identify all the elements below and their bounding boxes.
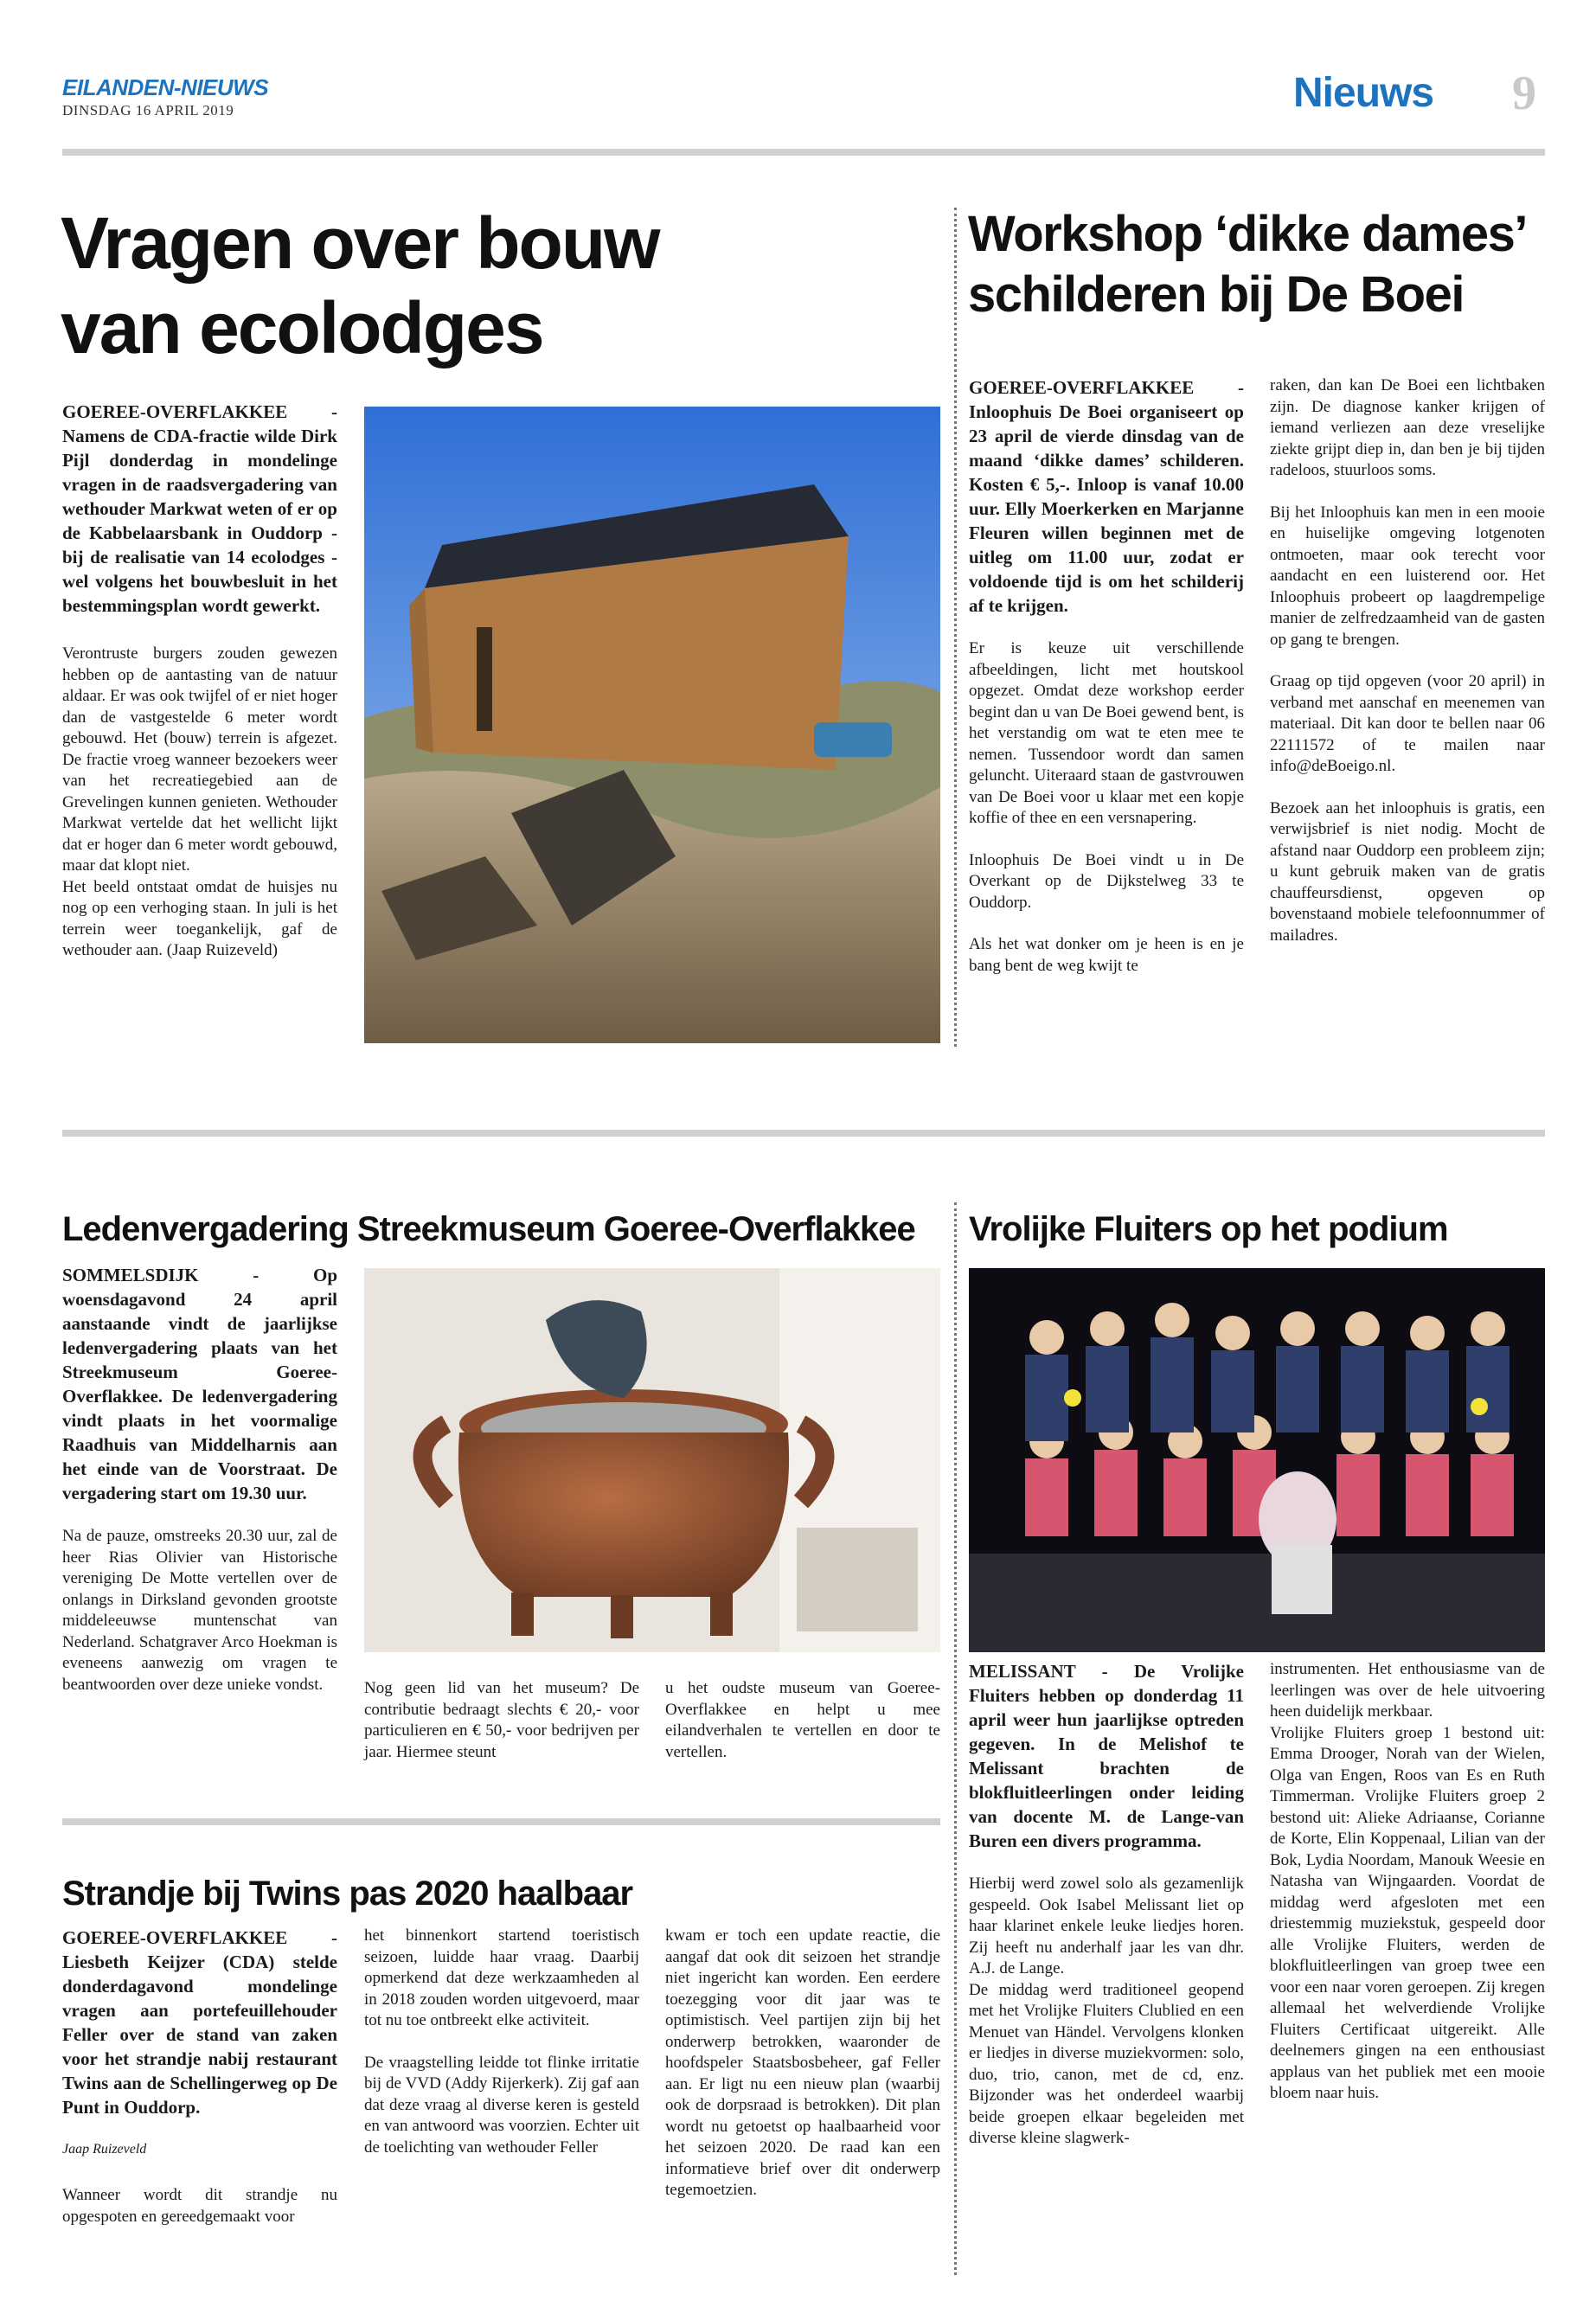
column-divider: [954, 1202, 957, 2275]
fluiters-group-photo-image: [969, 1268, 1545, 1652]
article-ecolodges-title-line1: Vragen over bouw: [61, 202, 659, 284]
article-strandje-column-2: [364, 1926, 639, 2158]
article-strandje-paragraph: kwam er toch een update reactie, die aangaf dat ook dit seizoen het strandje niet ingericht kan worden. Een eerdere toezegging voor dit jaar was te optimistisch. Veel partijen zijn bij het onderwerp betrokken, waaronder de hoofdspeler Staatsbosbeheer, gaf Feller aan. Er ligt nu een nieuw plan (waarbij ook de dorpsraad is betrokken). Dit plan wordt nu getoetst op haalbaarheid voor het seizoen 2020. De raad kan een informatieve brief over dit onderwerp tegemoetzien.: [665, 1926, 940, 2199]
top-rule: [62, 149, 1545, 156]
article-museum-paragraph: Nog geen lid van het museum? De contributie bedraagt slechts € 20,- voor particulieren en € 50,- voor bedrijven per jaar. Hiermee steunt: [364, 1679, 639, 1761]
article-workshop-title-line1: Workshop ‘dikke dames’: [968, 206, 1528, 262]
article-ecolodges-title-line2: van ecolodges: [61, 287, 543, 369]
article-workshop-title-line2: schilderen bij De Boei: [968, 266, 1464, 323]
article-strandje-byline: Jaap Ruizeveld: [62, 2142, 147, 2157]
article-strandje-paragraph: het binnenkort startend toeristisch seizoen, luidde haar vraag. Daarbij opmerkend dat deze werkzaamheden al in 2018 zouden worden uitgevoerd, maar tot nu toe ontbreekt elke activiteit.: [364, 1926, 639, 2029]
newspaper-logo: EILANDEN-NIEUWS: [62, 74, 269, 100]
article-fluiters-paragraph: Hierbij werd zowel solo als gezamenlijk gespeeld. Ook Isabel Melissant liet op haar klarinet enkele leuke liedjes horen. Zij heeft nu anderhalf jaar les van dhr. A.J. de Lange.: [969, 1875, 1244, 1977]
article-workshop-paragraph: Bezoek aan het inloophuis is gratis, een verwijsbrief is niet nodig. Mocht de afstand naar Ouddorp een probleem zijn; u kunt gebruik maken van de gratis chauffeursdienst, opgeven op bovenstaand mobiele telefoonnummer of mailadres.: [1270, 798, 1545, 945]
article-museum-paragraph: Na de pauze, omstreeks 20.30 uur, zal de heer Rias Olivier van Historische vereniging De Motte vertellen over de onlangs in Dirksland gevonden grootste middeleeuwse muntenschat van Nederland. Schatgraver Arco Hoekman is eveneens aanwezig om vragen te beantwoorden over deze unieke vondst.: [62, 1527, 337, 1694]
article-workshop-paragraph: raken, dan kan De Boei een lichtbaken zijn. De diagnose kanker krijgen of iemand verliezen aan deze vreselijke ziekte grijpt diep in, dan ben je bij tijden radeloos, stuurloos soms.: [1270, 376, 1545, 479]
article-ecolodges-title: [61, 201, 839, 370]
article-workshop-paragraph: Bij het Inloophuis kan men in een mooie en huiselijke omgeving lotgenoten ontmoeten, maar ook terecht voor aandacht en een luisterend oor. Het Inloophuis probeert op laagdrempelige manier de zelfredzaamheid van de gasten op gang te brengen.: [1270, 503, 1545, 649]
article-workshop-paragraph: Er is keuze uit verschillende afbeeldingen, licht met houtskool opgezet. Omdat deze workshop eerder begint dan u van De Boei gewend bent, is het verstandig om wat te eten mee te nemen. Tussendoor wordt dan samen geluncht. Uiteraard staan de gastvrouwen van De Boei voor u klaar met een kopje koffie of thee en een versnapering.: [969, 639, 1244, 827]
article-ecolodges-text: [62, 400, 337, 962]
article-ecolodges-paragraph: Verontruste burgers zouden gewezen hebben op de aantasting van de natuur aldaar. Er was ook twijfel of er niet hoger dan de vastgestelde 6 meter wordt gebouwd. Het (bouw) terrein is afgezet. De fractie vroeg wanneer bezoekers weer van het recreatiegebied aan de Grevelingen kunnen genieten. Wethouder Markwat vertelde dat het wellicht lijkt dat er hoger dan 6 meter wordt gebouwd, maar dat klopt niet.: [62, 644, 337, 875]
article-workshop-column-2: [1270, 375, 1545, 946]
museum-pot-photo: [364, 1268, 940, 1652]
article-workshop-paragraph: Inloophuis De Boei vindt u in De Overkant op de Dijkstelweg 33 te Ouddorp.: [969, 850, 1244, 912]
article-museum-column-2: [364, 1678, 639, 1763]
article-strandje-column-3: [665, 1926, 940, 2202]
middle-rule: [62, 1130, 1545, 1137]
article-separator-rule: [62, 1818, 940, 1825]
article-ecolodges-lead: GOEREE-OVERFLAKKEE - Namens de CDA-fractie wilde Dirk Pijl donderdag in mondelinge vragen in de raadsvergadering van wethouder Markwat weten of er op de Kabbelaarsbank in Ouddorp - bij de realisatie van 14 ecolodges - wel volgens het bouwbesluit in het bestemmingsplan wordt gewerkt.: [62, 401, 337, 616]
article-fluiters-column-1: [969, 1659, 1244, 2150]
article-workshop-lead: GOEREE-OVERFLAKKEE - Inloophuis De Boei organiseert op 23 april de vierde dinsdag van de maand ‘dikke dames’ schilderen. Kosten € 5,-. Inloop is vanaf 10.00 uur. Elly Moerkerken en Marjanne Fleuren willen beginnen met de uitleg om 11.00 uur, zodat er voldoende tijd is om het schilderij af te krijgen.: [969, 377, 1244, 616]
page-number: 9: [1512, 67, 1536, 120]
article-museum-lead: SOMMELSDIJK - Op woensdagavond 24 april aanstaande vindt de jaarlijkse ledenvergadering plaats van het Streekmuseum Goeree-Overflakkee. De ledenvergadering vindt plaats in het voormalige Raadhuis van Middelharnis aan het einde van de Voorstraat. De vergadering start om 19.30 uur.: [62, 1265, 337, 1503]
article-strandje-paragraph: Wanneer wordt dit strandje nu opgespoten en gereedgemaakt voor: [62, 2186, 337, 2226]
section-title: Nieuws: [1293, 70, 1434, 116]
fluiters-group-photo: [969, 1268, 1545, 1652]
article-strandje-paragraph: De vraagstelling leidde tot flinke irritatie bij de VVD (Addy Rijerkerk). Zij gaf aan dat deze vraag al diverse keren is gesteld en van antwoord was voorzien. Echter uit de toelichting van wethouder Feller: [364, 2053, 639, 2157]
article-fluiters-title: Vrolijke Fluiters op het podium: [969, 1210, 1448, 1248]
article-museum-column-3: [665, 1678, 940, 1763]
article-fluiters-paragraph: instrumenten. Het enthousiasme van de leerlingen was over de hele uitvoering heen duidelijk merkbaar.: [1270, 1660, 1545, 1721]
article-museum-paragraph: u het oudste museum van Goeree-Overflakkee en helpt u mee eilandverhalen te vertellen en door te vertellen.: [665, 1679, 940, 1761]
article-workshop-paragraph: Graag op tijd opgeven (voor 20 april) in verband met aanschaf en meenemen van materiaal. Dit kan door te bellen naar 06 22111572 of te mailen naar info@deBoeigo.nl.: [1270, 672, 1545, 775]
article-workshop-column-1: [969, 375, 1244, 977]
column-divider: [954, 208, 957, 1047]
article-fluiters-lead: MELISSANT - De Vrolijke Fluiters hebben op donderdag 11 april weer hun jaarlijkse optreden gegeven. In de Melishof te Melissant brachten de blokfluitleerlingen onder leiding van docente M. de Lange-van Buren een divers programma.: [969, 1661, 1244, 1851]
museum-pot-photo-image: [364, 1268, 940, 1652]
article-workshop-paragraph: Als het wat donker om je heen is en je bang bent de weg kwijt te: [969, 935, 1244, 975]
article-workshop-title: [968, 204, 1556, 325]
article-fluiters-paragraph: Vrolijke Fluiters groep 1 bestond uit: Emma Drooger, Norah van der Wielen, Olga van Engen, Roos van Es en Ruth Timmerman. Vrolijke Fluiters groep 2 bestond uit: Alieke Adriaanse, Corianne de Korte, Elin Koppenaal, Lilian van der Bok, Lydia Noordam, Manouk Weesie en Natasha van Wijngaarden. Voordat de middag werd afgesloten met een driestemmig muziekstuk, gespeeld door alle Vrolijke Fluiters, werden de blokfluitleerlingen van groep twee een voor een naar voren geroepen. Zij kregen allemaal het welverdiende Vrolijke Fluiters Certificaat uitgereikt. Alle deelnemers gingen na een enthousiast applaus van het publiek met een mooie bloem naar huis.: [1270, 1723, 1545, 2102]
article-strandje-title: Strandje bij Twins pas 2020 haalbaar: [62, 1875, 633, 1913]
article-strandje-column-1: [62, 1926, 337, 2227]
article-museum-title: Ledenvergadering Streekmuseum Goeree-Overflakkee: [62, 1210, 915, 1248]
ecolodge-photo: [364, 407, 940, 1043]
article-fluiters-column-2: [1270, 1659, 1545, 2105]
issue-date: DINSDAG 16 APRIL 2019: [62, 102, 234, 119]
article-museum-column-1: [62, 1263, 337, 1695]
article-fluiters-paragraph: De middag werd traditioneel geopend met het Vrolijke Fluiters Clublied en een Menuet van Händel. Vervolgens klonken er liedjes in diverse muziekvormen: solo, duo, trio, canon, met de cd, enz. Bijzonder was het onderdeel waarbij beide groepen elkaar begeleiden met diverse kleine slagwerk-: [969, 1980, 1244, 2147]
article-ecolodges-paragraph: Het beeld ontstaat omdat de huisjes nu nog op een verhoging staan. In juli is het terrein weer toegankelijk, gaf de wethouder aan. (Jaap Ruizeveld): [62, 877, 337, 959]
article-strandje-lead: GOEREE-OVERFLAKKEE - Liesbeth Keijzer (CDA) stelde donderdagavond mondelinge vragen aan portefeuillehouder Feller over de stand van zaken voor het strandje nabij restaurant Twins aan de Schellingerweg op De Punt in Ouddorp.: [62, 1927, 337, 2118]
ecolodge-photo-image: [364, 407, 940, 1043]
